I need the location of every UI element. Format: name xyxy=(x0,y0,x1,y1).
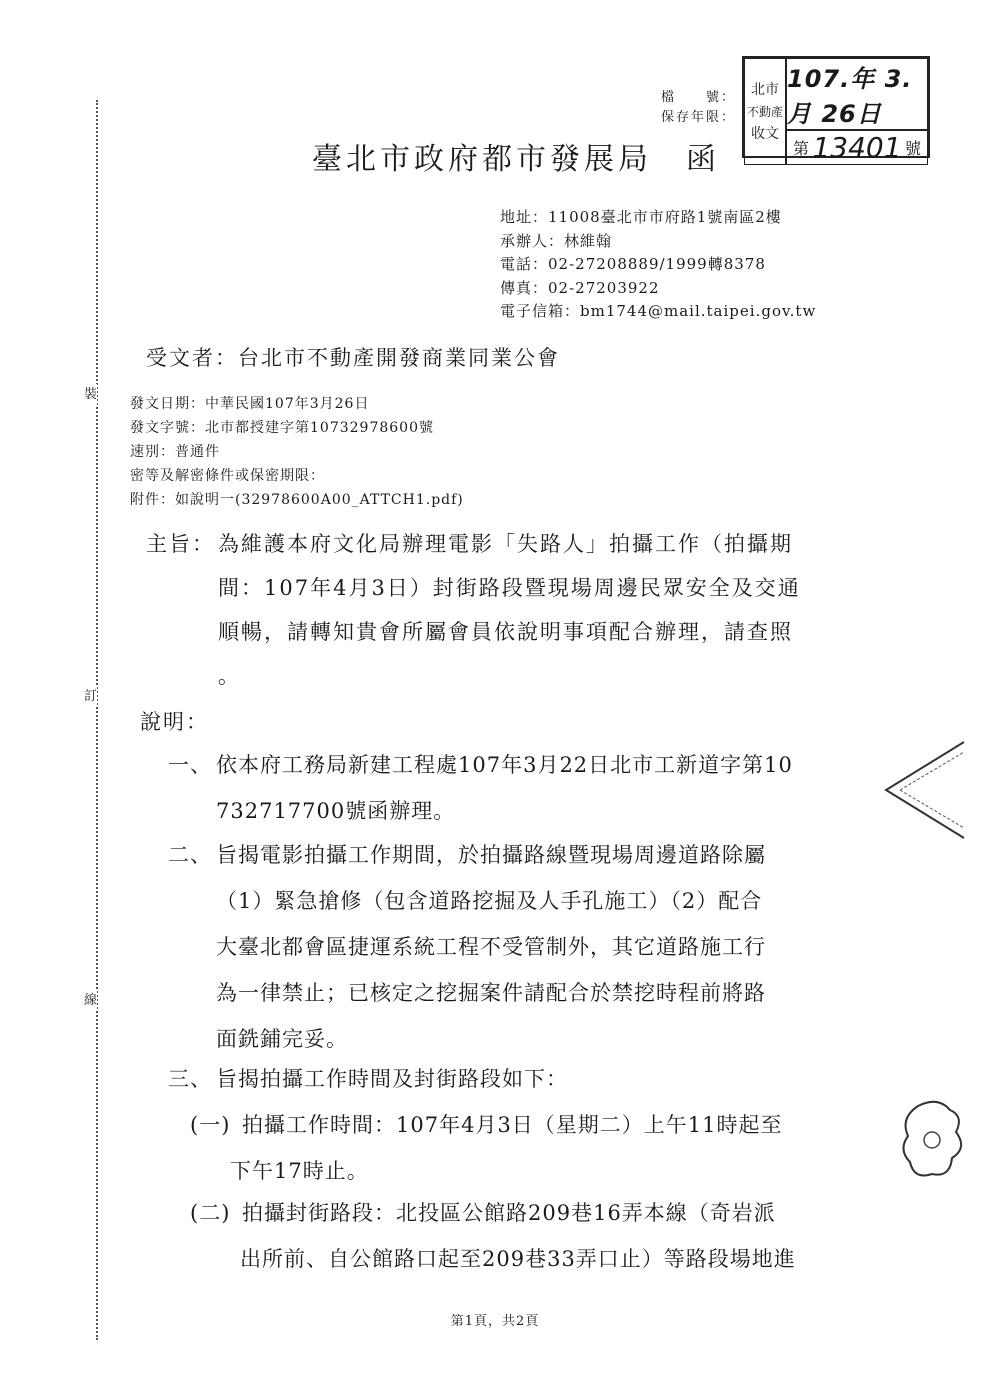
sender-email: 電子信箱：bm1744@mail.taipei.gov.tw xyxy=(500,302,817,320)
file-number-label: 檔 號： xyxy=(661,90,737,105)
sender-fax: 傳真：02-27203922 xyxy=(500,278,660,297)
binding-label-ding: 訂 xyxy=(84,686,97,707)
explanation-subitem-1 xyxy=(190,1102,783,1194)
stamp-org-line: 不動產 xyxy=(747,104,784,119)
explanation-subitem-2 xyxy=(190,1190,796,1282)
subject-line: 順暢，請轉知貴會所屬會員依說明事項配合辦理，請查照 xyxy=(218,620,793,644)
subject-line: 間：107年4月3日）封街路段暨現場周邊民眾安全及交通 xyxy=(218,576,801,600)
stamp-date: 107.年 3.月 26日 xyxy=(786,58,928,130)
stamp-suffix: 號 xyxy=(904,139,921,158)
binding-line xyxy=(96,100,98,1340)
subitem-line: 下午17時止。 xyxy=(230,1159,369,1183)
explanation-item-3 xyxy=(168,1056,568,1102)
recipient: 受文者：台北市不動產開發商業同業公會 xyxy=(146,346,560,370)
stamp-org xyxy=(744,58,786,165)
delivery-speed: 速別：普通件 xyxy=(130,444,220,460)
item-line: 732717700號函辦理。 xyxy=(216,799,456,823)
document-meta xyxy=(130,392,464,512)
partial-seal-mark xyxy=(876,740,966,840)
subitem-marker: (一) xyxy=(190,1113,231,1137)
document-kind: 函 xyxy=(686,142,720,177)
item-line: 依本府工務局新建工程處107年3月22日北市工新道字第10 xyxy=(216,753,793,777)
subject xyxy=(146,522,866,698)
subitem-marker: (二) xyxy=(190,1201,231,1225)
binding-label-zhuang: 裝 xyxy=(84,384,97,405)
item-line: 為一律禁止；已核定之挖掘案件請配合於禁挖時程前將路 xyxy=(216,981,766,1005)
issue-date: 發文日期：中華民國107年3月26日 xyxy=(130,396,370,412)
subitem-line: 拍攝封街路段：北投區公館路209巷16弄本線（奇岩派 xyxy=(242,1201,776,1225)
secrecy-level: 密等及解密條件或保密期限： xyxy=(130,468,325,484)
subitem-line: 出所前、自公館路口起至209巷33弄口止）等路段場地進 xyxy=(240,1247,796,1271)
item-line: 面銑鋪完妥。 xyxy=(216,1027,348,1051)
stamp-number xyxy=(786,130,928,165)
file-meta xyxy=(661,88,736,128)
decorative-seal-mark xyxy=(898,1096,968,1182)
item-line: 大臺北都會區捷運系統工程不受管制外，其它道路施工行 xyxy=(216,935,766,959)
explanation-item-1 xyxy=(168,742,793,834)
stamp-org-line: 收文 xyxy=(751,125,779,142)
stamp-number-value: 13401 xyxy=(812,131,902,164)
issuer-name: 臺北市政府都市發展局 xyxy=(312,142,652,177)
subject-line: 。 xyxy=(218,664,241,688)
page-footer: 第1頁，共2頁 xyxy=(450,1314,540,1329)
sender-phone: 電話：02-27208889/1999轉8378 xyxy=(500,255,766,273)
document-number: 發文字號：北市都授建字第10732978600號 xyxy=(130,420,434,436)
item-marker: 一、 xyxy=(168,753,212,777)
sender-address: 地址：11008臺北市市府路1號南區2樓 xyxy=(500,208,782,226)
attachment: 附件：如說明一(32978600A00_ATTCH1.pdf) xyxy=(130,492,464,508)
subject-line: 為維護本府文化局辦理電影「失路人」拍攝工作（拍攝期 xyxy=(218,532,793,556)
sender-handler: 承辦人：林維翰 xyxy=(500,231,613,250)
subject-label: 主旨： xyxy=(146,532,215,556)
stamp-prefix: 第 xyxy=(793,139,810,158)
retention-label: 保存年限： xyxy=(661,110,737,125)
page-title xyxy=(312,134,720,178)
binding-label-xian: 線 xyxy=(84,990,97,1011)
subitem-line: 拍攝工作時間：107年4月3日（星期二）上午11時起至 xyxy=(242,1113,783,1137)
receipt-stamp xyxy=(742,56,930,164)
item-line: （1）緊急搶修（包含道路挖掘及人手孔施工）（2）配合 xyxy=(216,889,763,913)
item-line: 旨揭電影拍攝工作期間，於拍攝路線暨現場周邊道路除屬 xyxy=(216,843,766,867)
item-marker: 三、 xyxy=(168,1067,212,1091)
stamp-org-line: 北市 xyxy=(751,81,779,98)
sender-info xyxy=(500,206,816,324)
item-marker: 二、 xyxy=(168,843,212,867)
explanation-item-2 xyxy=(168,832,766,1062)
item-line: 旨揭拍攝工作時間及封街路段如下： xyxy=(216,1067,568,1091)
explanation-label: 說明： xyxy=(140,710,209,734)
